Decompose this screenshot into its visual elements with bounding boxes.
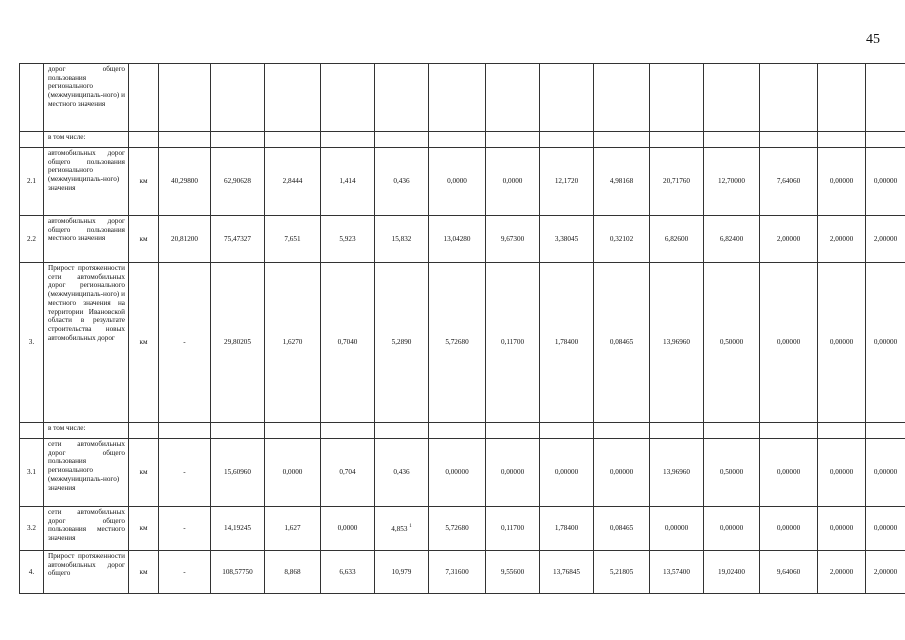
table-row — [20, 148, 905, 216]
subheader-cell: в том числе: — [44, 423, 129, 439]
empty-cell — [760, 132, 818, 148]
value-cell: 10,979 — [375, 551, 429, 594]
value-cell: 12,70000 — [704, 148, 760, 216]
value-cell: 9,64060 — [760, 551, 818, 594]
empty-cell — [650, 132, 704, 148]
value-cell — [211, 64, 265, 132]
value-cell: 0,0000 — [486, 148, 540, 216]
row-number-cell — [20, 64, 44, 132]
empty-cell — [540, 423, 594, 439]
indicator-table — [19, 63, 905, 594]
value-cell: 2,00000 — [818, 551, 866, 594]
indicator-name-cell: сети автомобильных дорог общего пользования местного значения — [44, 507, 129, 551]
empty-cell — [486, 423, 540, 439]
empty-cell — [866, 132, 905, 148]
empty-cell — [818, 132, 866, 148]
value-cell: 2,00000 — [866, 216, 905, 263]
empty-cell — [265, 423, 321, 439]
value-cell: - — [159, 551, 211, 594]
value-cell: 0,00000 — [818, 148, 866, 216]
value-cell: 0,00000 — [818, 507, 866, 551]
value-cell — [704, 64, 760, 132]
table-row — [20, 263, 905, 423]
value-cell — [818, 64, 866, 132]
indicator-name-cell: сети автомобильных дорог общего пользования регионального (межмуниципаль-ного) значения — [44, 439, 129, 507]
row-number-cell: 2.2 — [20, 216, 44, 263]
empty-cell — [540, 132, 594, 148]
value-cell: 0,0000 — [265, 439, 321, 507]
empty-cell — [159, 132, 211, 148]
value-cell: 15,60960 — [211, 439, 265, 507]
value-cell: 19,02400 — [704, 551, 760, 594]
row-number-cell — [20, 132, 44, 148]
value-cell: 5,2890 — [375, 263, 429, 423]
table-subheader-row — [20, 132, 905, 148]
empty-cell — [129, 132, 159, 148]
unit-cell: км — [129, 216, 159, 263]
value-cell: 12,1720 — [540, 148, 594, 216]
value-cell: 108,57750 — [211, 551, 265, 594]
value-cell: 13,76845 — [540, 551, 594, 594]
value-cell: 0,32102 — [594, 216, 650, 263]
row-number-cell — [20, 423, 44, 439]
value-cell: 0,50000 — [704, 263, 760, 423]
value-cell: 13,96960 — [650, 439, 704, 507]
value-cell: 6,82400 — [704, 216, 760, 263]
value-text: 4,853 — [391, 525, 408, 534]
value-cell: 29,80205 — [211, 263, 265, 423]
unit-cell: км — [129, 551, 159, 594]
value-cell: 2,00000 — [818, 216, 866, 263]
value-cell: 14,19245 — [211, 507, 265, 551]
value-cell: 0,08465 — [594, 263, 650, 423]
empty-cell — [211, 132, 265, 148]
value-cell: 0,00000 — [760, 507, 818, 551]
value-cell: 0,0000 — [429, 148, 486, 216]
table-subheader-row — [20, 423, 905, 439]
value-cell: 0,704 — [321, 439, 375, 507]
empty-cell — [129, 423, 159, 439]
indicator-name-cell: Прирост протяженности сети автомобильных дорог регионального (межмуниципаль-ного) и местного значения на территории Ивановской области в результате строительства новых автомобильных дорог — [44, 263, 129, 423]
unit-cell: км — [129, 507, 159, 551]
value-cell: 6,633 — [321, 551, 375, 594]
empty-cell — [375, 132, 429, 148]
empty-cell — [211, 423, 265, 439]
value-cell: 0,00000 — [866, 263, 905, 423]
value-cell: 20,81200 — [159, 216, 211, 263]
value-cell: 4,98168 — [594, 148, 650, 216]
row-number-cell: 3. — [20, 263, 44, 423]
value-cell: 0,00000 — [818, 439, 866, 507]
empty-cell — [321, 423, 375, 439]
empty-cell — [594, 423, 650, 439]
value-cell: 0,00000 — [760, 439, 818, 507]
value-cell: 0,00000 — [650, 507, 704, 551]
value-cell: 0,436 — [375, 439, 429, 507]
row-number-cell: 4. — [20, 551, 44, 594]
indicator-name-cell: дорог общего пользования регионального (межмуниципаль-ного) и местного значения — [44, 64, 129, 132]
value-cell: 5,21805 — [594, 551, 650, 594]
empty-cell — [704, 423, 760, 439]
value-cell: 1,6270 — [265, 263, 321, 423]
value-cell: 8,868 — [265, 551, 321, 594]
value-cell: 0,00000 — [429, 439, 486, 507]
value-cell — [321, 64, 375, 132]
value-cell: 0,00000 — [486, 439, 540, 507]
empty-cell — [375, 423, 429, 439]
row-number-cell: 2.1 — [20, 148, 44, 216]
footnote-mark: 1 — [409, 524, 412, 530]
value-cell — [760, 64, 818, 132]
empty-cell — [760, 423, 818, 439]
indicator-name-cell: Прирост протяженности автомобильных дорог общего — [44, 551, 129, 594]
value-cell: 13,04280 — [429, 216, 486, 263]
value-cell: 0,11700 — [486, 507, 540, 551]
empty-cell — [704, 132, 760, 148]
unit-cell: км — [129, 439, 159, 507]
value-cell: - — [159, 263, 211, 423]
value-cell: 5,72680 — [429, 507, 486, 551]
value-cell: 0,00000 — [866, 507, 905, 551]
value-cell: 1,78400 — [540, 507, 594, 551]
value-cell: 0,00000 — [704, 507, 760, 551]
value-cell: 0,00000 — [866, 148, 905, 216]
value-cell: 0,11700 — [486, 263, 540, 423]
value-cell: 7,64060 — [760, 148, 818, 216]
unit-cell: км — [129, 263, 159, 423]
table-row — [20, 64, 905, 132]
value-cell: 5,72680 — [429, 263, 486, 423]
table-row — [20, 439, 905, 507]
empty-cell — [866, 423, 905, 439]
empty-cell — [429, 423, 486, 439]
value-cell: 13,57400 — [650, 551, 704, 594]
value-cell — [594, 64, 650, 132]
table-row — [20, 507, 905, 551]
value-cell — [265, 64, 321, 132]
indicator-name-cell: автомобильных дорог общего пользования регионального (межмуниципаль-ного) значения — [44, 148, 129, 216]
value-cell: 7,31600 — [429, 551, 486, 594]
value-cell — [429, 64, 486, 132]
table-row — [20, 216, 905, 263]
value-cell: 7,651 — [265, 216, 321, 263]
value-cell: 0,50000 — [704, 439, 760, 507]
empty-cell — [650, 423, 704, 439]
value-cell: 15,832 — [375, 216, 429, 263]
value-cell: 0,08465 — [594, 507, 650, 551]
table-row — [20, 551, 905, 594]
value-cell: 0,7040 — [321, 263, 375, 423]
value-cell: 0,00000 — [594, 439, 650, 507]
empty-cell — [818, 423, 866, 439]
value-cell: 1,627 — [265, 507, 321, 551]
value-cell: 2,8444 — [265, 148, 321, 216]
value-cell — [375, 64, 429, 132]
empty-cell — [159, 423, 211, 439]
unit-cell: км — [129, 148, 159, 216]
value-cell: - — [159, 507, 211, 551]
value-cell: 2,00000 — [866, 551, 905, 594]
value-cell: 1,78400 — [540, 263, 594, 423]
subheader-cell: в том числе: — [44, 132, 129, 148]
value-cell: 75,47327 — [211, 216, 265, 263]
value-cell: 3,38045 — [540, 216, 594, 263]
value-cell — [486, 64, 540, 132]
value-cell — [540, 64, 594, 132]
value-cell: 9,67300 — [486, 216, 540, 263]
value-cell: 0,00000 — [866, 439, 905, 507]
value-cell: 0,00000 — [818, 263, 866, 423]
row-number-cell: 3.2 — [20, 507, 44, 551]
page-number: 45 — [866, 32, 880, 47]
unit-cell — [129, 64, 159, 132]
value-cell: 0,00000 — [760, 263, 818, 423]
value-cell: 0,00000 — [540, 439, 594, 507]
value-cell: 1,414 — [321, 148, 375, 216]
value-cell: 0,0000 — [321, 507, 375, 551]
value-cell: 62,90628 — [211, 148, 265, 216]
value-cell: 40,29800 — [159, 148, 211, 216]
value-cell — [650, 64, 704, 132]
value-cell: 5,923 — [321, 216, 375, 263]
empty-cell — [321, 132, 375, 148]
table-body — [20, 64, 905, 594]
row-number-cell: 3.1 — [20, 439, 44, 507]
empty-cell — [265, 132, 321, 148]
value-cell: 9,55600 — [486, 551, 540, 594]
empty-cell — [594, 132, 650, 148]
value-cell: 13,96960 — [650, 263, 704, 423]
value-cell: 6,82600 — [650, 216, 704, 263]
empty-cell — [429, 132, 486, 148]
value-cell: 20,71760 — [650, 148, 704, 216]
indicator-name-cell: автомобильных дорог общего пользования местного значения — [44, 216, 129, 263]
value-cell: - — [159, 439, 211, 507]
value-cell — [866, 64, 905, 132]
value-cell: 0,436 — [375, 148, 429, 216]
value-cell — [375, 507, 429, 551]
value-cell: 2,00000 — [760, 216, 818, 263]
empty-cell — [486, 132, 540, 148]
value-cell — [159, 64, 211, 132]
